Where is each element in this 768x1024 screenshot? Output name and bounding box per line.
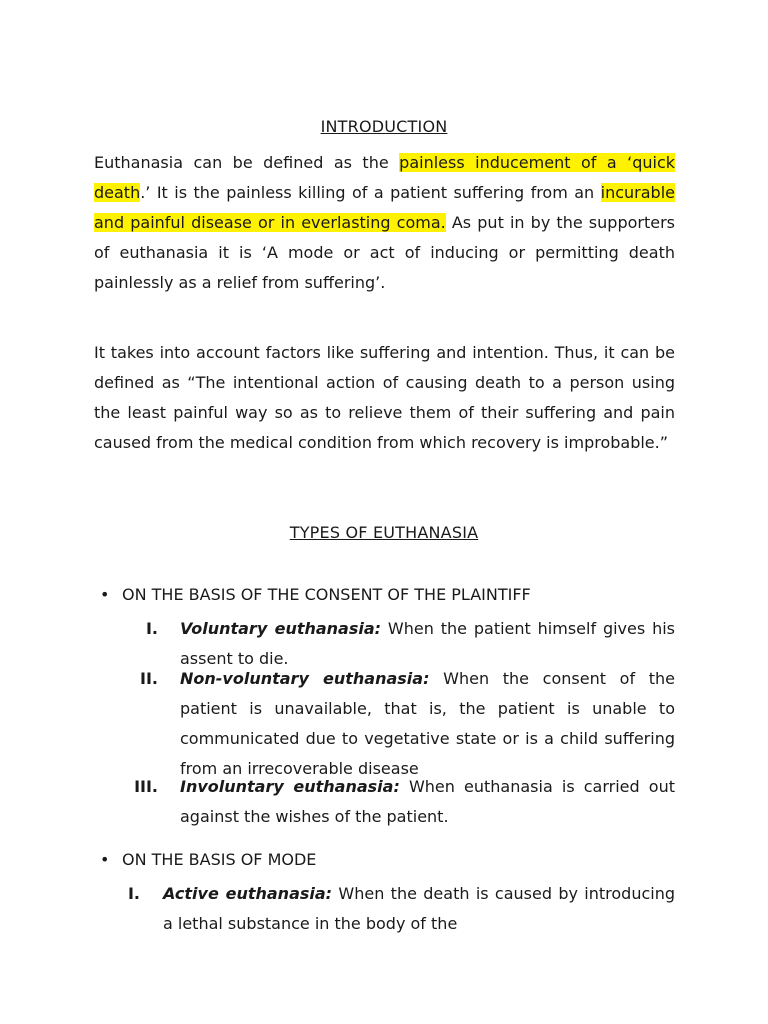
item-body [163,879,675,939]
bullet-dot-icon: • [100,585,110,604]
highlight-quick-death: painless inducement of a ‘quick death [94,153,676,202]
bullet-consent-title: ON THE BASIS OF THE CONSENT OF THE PLAINTIFF [122,585,531,604]
intro-p1-text-b: .’ It is the painless killing of a patient suffering from an [140,183,601,202]
item-term: Involuntary euthanasia: [180,777,400,796]
bullet-mode-title: ON THE BASIS OF MODE [122,850,317,869]
item-term: Non-voluntary euthanasia: [180,669,430,688]
item-number: II. [140,669,158,688]
introduction-heading: INTRODUCTION [320,117,448,136]
item-number: I. [127,884,140,903]
item-text: When the patient himself gives his assent to die. [180,619,675,668]
item-body [180,772,675,832]
item-text: When euthanasia is carried out against the wishes of the patient. [180,777,675,826]
highlight-incurable-disease: incurable and painful disease or in everlasting coma. [94,183,675,232]
item-body [180,664,675,784]
intro-p1-text-a: Euthanasia can be defined as the [94,153,400,172]
types-heading: TYPES OF EUTHANASIA [289,523,479,542]
bullet-dot-icon: • [100,850,110,869]
intro-paragraph-2: It takes into account factors like suffering and intention. Thus, it can be defined as “The intentional action of causing death to a person using the least painful way so as to relieve them of their suffering and pain caused from the medical condition from which recovery is improbable.” [94,343,675,452]
intro-p1-text-c: As put in by the supporters of euthanasia it is ‘A mode or act of inducing or permitting death painlessly as a relief from suffering’. [94,213,675,292]
item-number: III. [134,777,158,796]
item-number: I. [145,619,158,638]
item-text: When the death is caused by introducing a lethal substance in the body of the [163,884,676,933]
item-term: Voluntary euthanasia: [180,619,382,638]
intro-paragraph-1 [94,148,675,298]
item-term: Active euthanasia: [163,884,333,903]
item-text: When the consent of the patient is unavailable, that is, the patient is unable to communicated due to vegetative state or is a child suffering from an irrecoverable disease [180,669,675,778]
